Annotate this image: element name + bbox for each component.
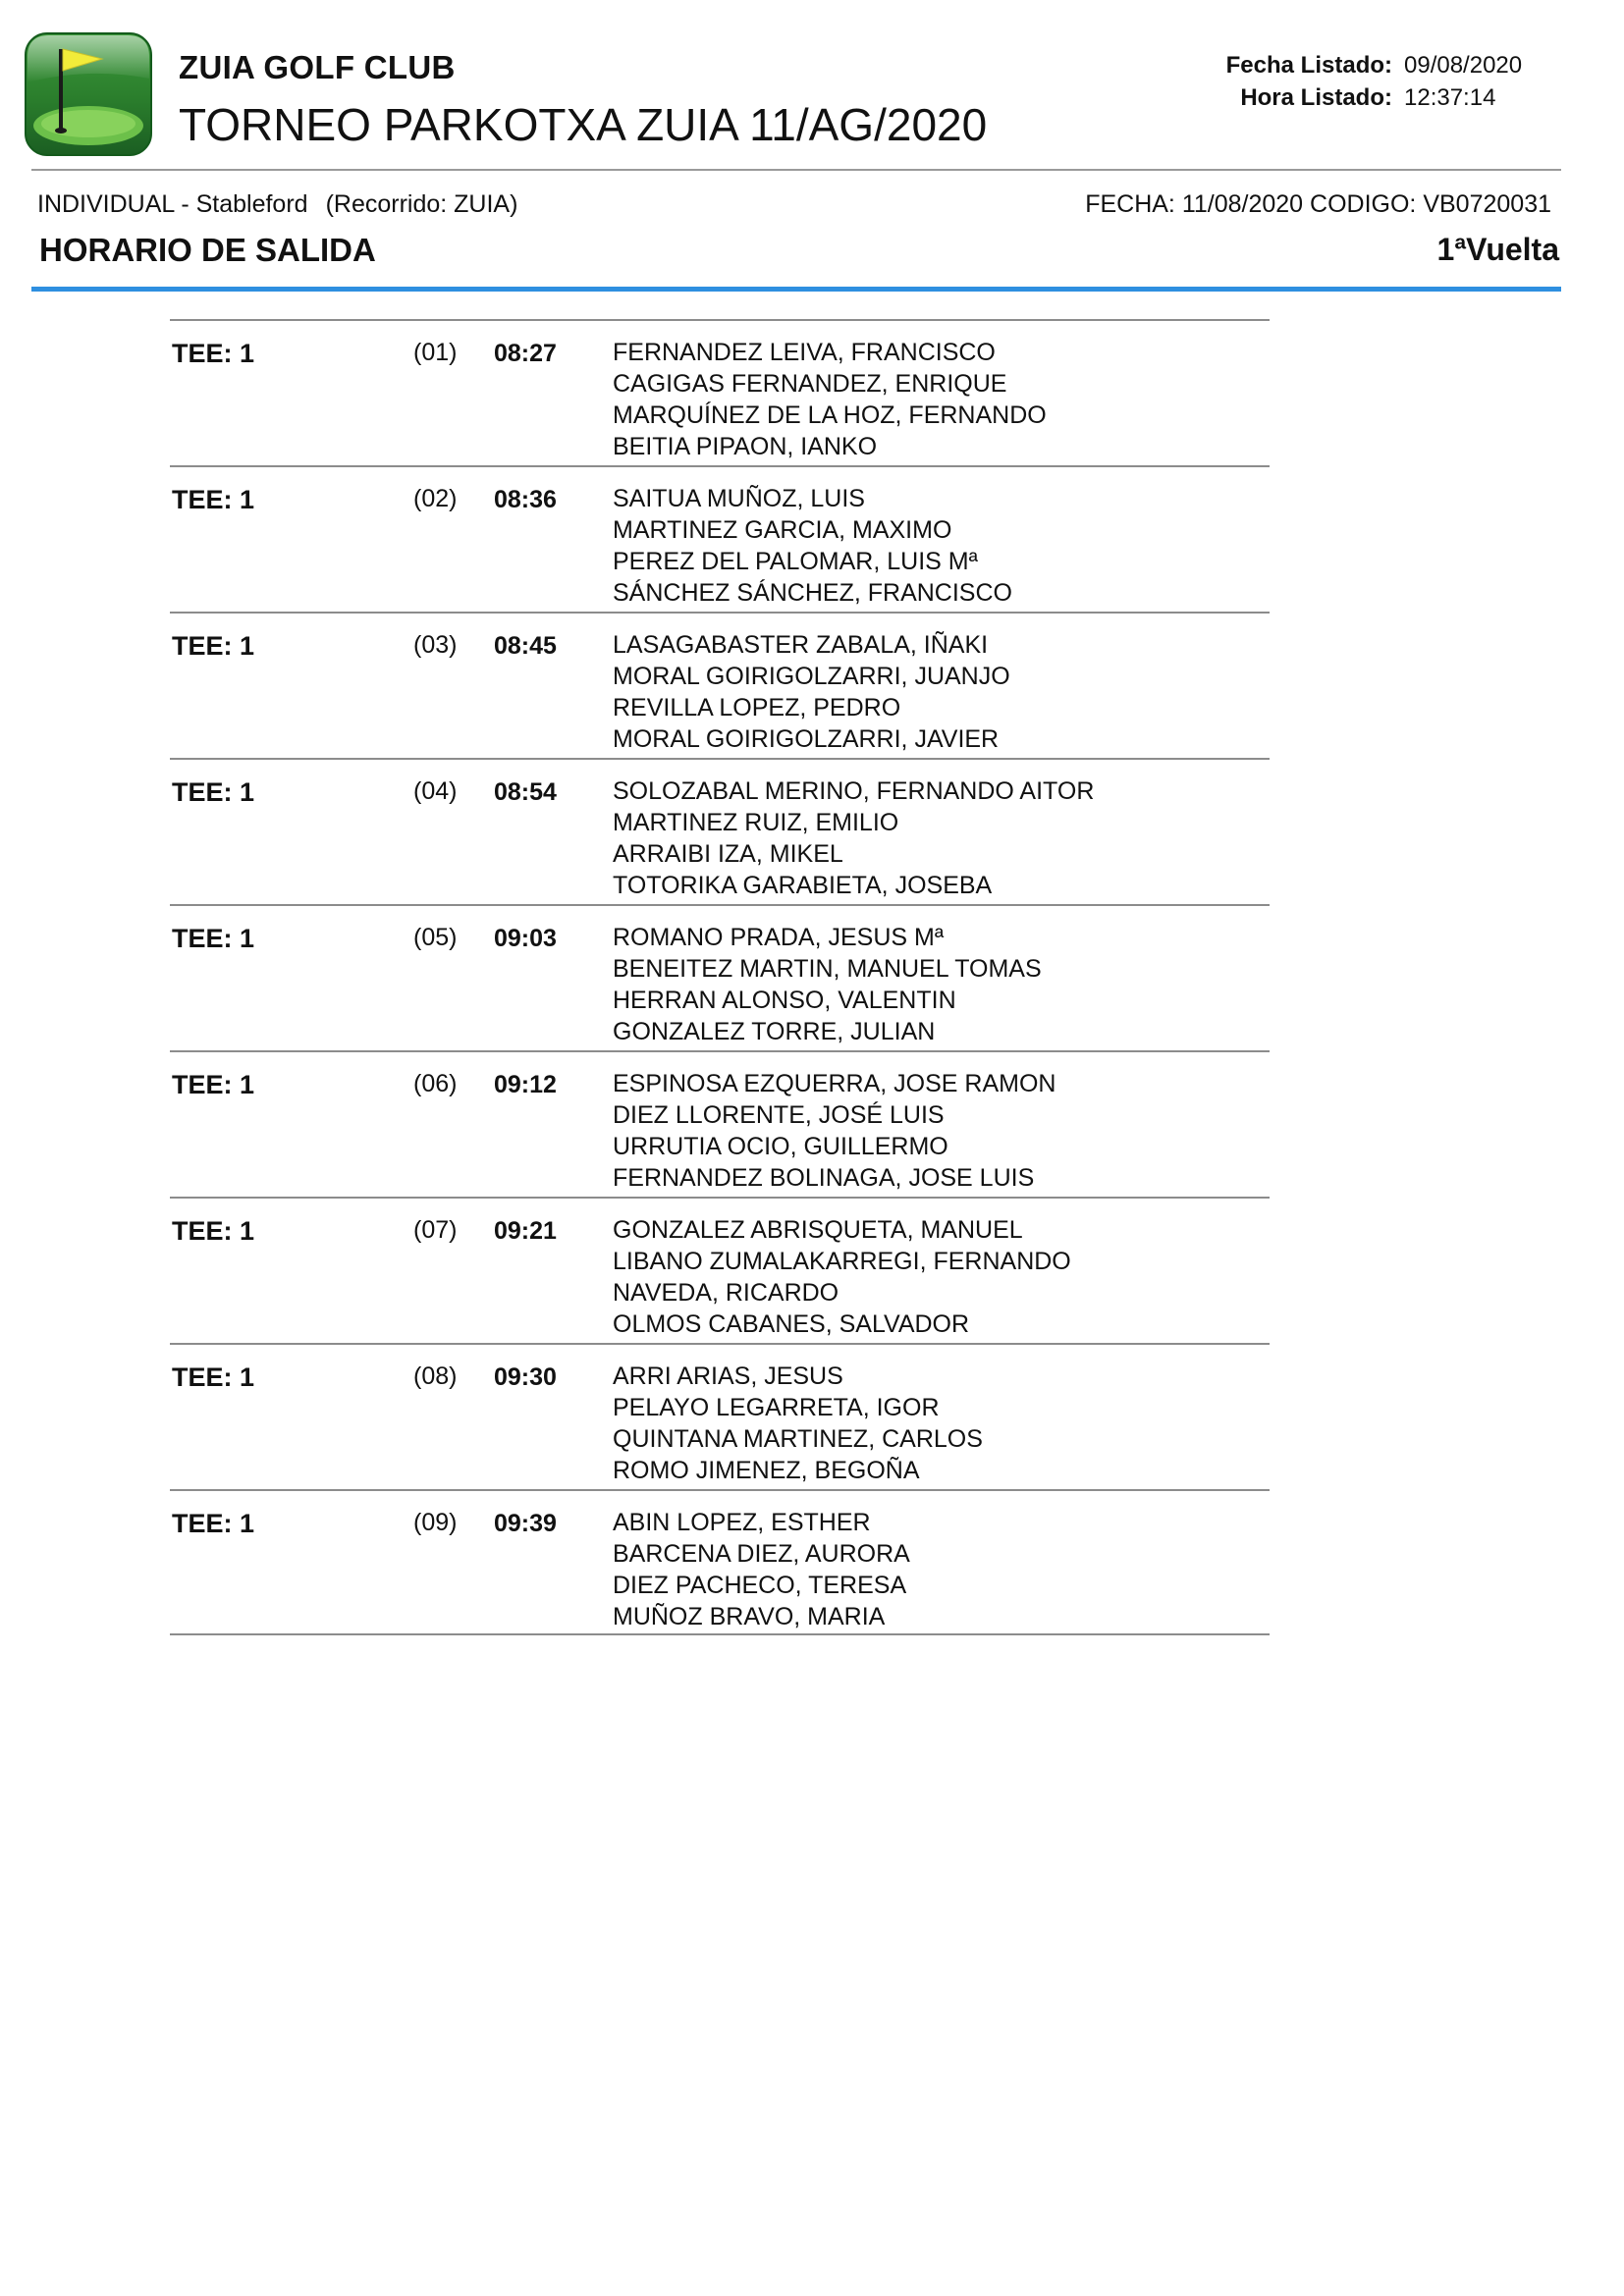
player-name: GONZALEZ TORRE, JULIAN — [613, 1018, 936, 1045]
player-name: NAVEDA, RICARDO — [613, 1279, 839, 1307]
player-name: ARRI ARIAS, JESUS — [613, 1362, 843, 1390]
player-name: MARQUÍNEZ DE LA HOZ, FERNANDO — [613, 401, 1047, 429]
player-name: SAITUA MUÑOZ, LUIS — [613, 485, 865, 512]
tee-time: 08:54 — [494, 778, 557, 806]
player-name: MUÑOZ BRAVO, MARIA — [613, 1603, 886, 1630]
player-list — [613, 1068, 1056, 1194]
player-name: MORAL GOIRIGOLZARRI, JUANJO — [613, 663, 1010, 690]
tee-label: TEE: 1 — [172, 339, 255, 368]
section-title: HORARIO DE SALIDA — [39, 232, 376, 268]
player-list — [613, 629, 1010, 755]
player-name: DIEZ LLORENTE, JOSÉ LUIS — [613, 1101, 945, 1129]
player-name: SÁNCHEZ SÁNCHEZ, FRANCISCO — [613, 579, 1012, 607]
player-name: MARTINEZ GARCIA, MAXIMO — [613, 516, 952, 544]
player-name: MORAL GOIRIGOLZARRI, JAVIER — [613, 725, 1000, 753]
tee-group — [170, 1489, 1270, 1635]
player-list — [613, 483, 1012, 609]
group-number: (02) — [413, 485, 458, 512]
group-number: (09) — [413, 1509, 458, 1536]
player-name: BARCENA DIEZ, AURORA — [613, 1540, 910, 1568]
player-name: ARRAIBI IZA, MIKEL — [613, 840, 843, 868]
tee-time: 09:03 — [494, 925, 557, 952]
player-name: ESPINOSA EZQUERRA, JOSE RAMON — [613, 1070, 1056, 1097]
listing-time: 12:37:14 — [1404, 84, 1496, 111]
tee-label: TEE: 1 — [172, 631, 255, 661]
tee-group — [170, 904, 1270, 1050]
tee-time-schedule — [170, 319, 1270, 1635]
player-name: LIBANO ZUMALAKARREGI, FERNANDO — [613, 1248, 1071, 1275]
accent-divider — [31, 287, 1561, 292]
course-text: (Recorrido: ZUIA) — [325, 190, 518, 218]
listing-time-label: Hora Listado: — [1240, 84, 1392, 111]
tee-time: 09:30 — [494, 1363, 557, 1391]
group-number: (03) — [413, 631, 458, 659]
group-number: (05) — [413, 924, 458, 951]
player-name: OLMOS CABANES, SALVADOR — [613, 1310, 970, 1338]
tee-label: TEE: 1 — [172, 1509, 255, 1538]
player-name: CAGIGAS FERNANDEZ, ENRIQUE — [613, 370, 1007, 398]
player-name: QUINTANA MARTINEZ, CARLOS — [613, 1425, 983, 1453]
player-name: ROMO JIMENEZ, BEGOÑA — [613, 1457, 920, 1484]
tee-group — [170, 1197, 1270, 1343]
player-name: ROMANO PRADA, JESUS Mª — [613, 924, 945, 951]
tee-group — [170, 758, 1270, 904]
listing-date: 09/08/2020 — [1404, 52, 1523, 79]
group-number: (01) — [413, 339, 458, 366]
tee-time: 08:36 — [494, 486, 557, 513]
player-name: URRUTIA OCIO, GUILLERMO — [613, 1133, 948, 1160]
player-list — [613, 775, 1094, 901]
club-name: ZUIA GOLF CLUB — [179, 49, 456, 85]
player-name: REVILLA LOPEZ, PEDRO — [613, 694, 901, 721]
tee-time: 09:12 — [494, 1071, 557, 1098]
player-name: MARTINEZ RUIZ, EMILIO — [613, 809, 899, 836]
tee-group — [170, 1050, 1270, 1197]
player-name: TOTORIKA GARABIETA, JOSEBA — [613, 872, 993, 899]
date-code: FECHA: 11/08/2020 CODIGO: VB0720031 — [1085, 190, 1551, 218]
tee-label: TEE: 1 — [172, 777, 255, 807]
group-number: (08) — [413, 1362, 458, 1390]
tee-group — [170, 465, 1270, 612]
player-name: SOLOZABAL MERINO, FERNANDO AITOR — [613, 777, 1095, 805]
tee-label: TEE: 1 — [172, 1070, 255, 1099]
listing-date-label: Fecha Listado: — [1225, 52, 1392, 79]
group-number: (06) — [413, 1070, 458, 1097]
competition-format — [37, 190, 517, 219]
player-name: PELAYO LEGARRETA, IGOR — [613, 1394, 940, 1421]
player-name: PEREZ DEL PALOMAR, LUIS Mª — [613, 548, 978, 575]
player-name: FERNANDEZ LEIVA, FRANCISCO — [613, 339, 996, 366]
tee-group — [170, 612, 1270, 758]
player-list — [613, 337, 1047, 462]
player-name: HERRAN ALONSO, VALENTIN — [613, 987, 956, 1014]
tee-label: TEE: 1 — [172, 1216, 255, 1246]
tee-time: 09:39 — [494, 1510, 557, 1537]
tee-time: 08:27 — [494, 340, 557, 367]
tee-group — [170, 319, 1270, 465]
tee-time: 09:21 — [494, 1217, 557, 1245]
player-name: BENEITEZ MARTIN, MANUEL TOMAS — [613, 955, 1042, 983]
player-name: FERNANDEZ BOLINAGA, JOSE LUIS — [613, 1164, 1035, 1192]
tee-time: 08:45 — [494, 632, 557, 660]
player-list — [613, 1361, 983, 1486]
event-title: TORNEO PARKOTXA ZUIA 11/AG/2020 — [179, 99, 988, 150]
player-name: ABIN LOPEZ, ESTHER — [613, 1509, 871, 1536]
header-divider — [31, 169, 1561, 171]
player-name: LASAGABASTER ZABALA, IÑAKI — [613, 631, 989, 659]
tee-label: TEE: 1 — [172, 485, 255, 514]
tee-label: TEE: 1 — [172, 1362, 255, 1392]
player-name: BEITIA PIPAON, IANKO — [613, 433, 878, 460]
player-list — [613, 1214, 1071, 1340]
group-number: (04) — [413, 777, 458, 805]
format-text: INDIVIDUAL - Stableford — [37, 190, 308, 218]
player-list — [613, 922, 1042, 1047]
player-list — [613, 1507, 910, 1632]
tee-group — [170, 1343, 1270, 1489]
player-name: GONZALEZ ABRISQUETA, MANUEL — [613, 1216, 1023, 1244]
round-label: 1ªVuelta — [1436, 232, 1559, 267]
tee-label: TEE: 1 — [172, 924, 255, 953]
group-number: (07) — [413, 1216, 458, 1244]
listing-meta — [1226, 49, 1534, 114]
player-name: DIEZ PACHECO, TERESA — [613, 1572, 907, 1599]
golf-flag-logo-icon — [24, 31, 153, 157]
